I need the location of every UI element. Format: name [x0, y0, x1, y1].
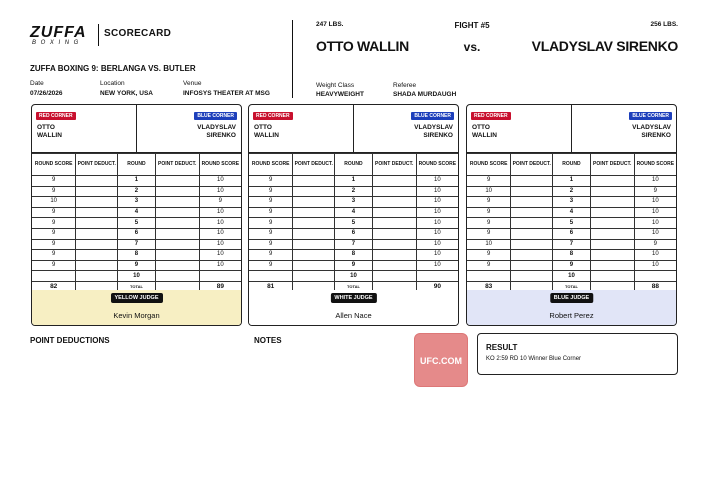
red-deduct-header: POINT DEDUCT. — [293, 154, 335, 176]
round-number: 2 — [118, 186, 156, 197]
blue-corner — [137, 105, 242, 153]
round-row — [32, 260, 241, 271]
blue-round-score — [634, 271, 676, 282]
red-fighter-first: OTTO — [472, 124, 490, 131]
blue-deduct-header: POINT DEDUCT. — [590, 154, 634, 176]
red-round-score: 9 — [249, 186, 293, 197]
red-point-deduct — [293, 218, 335, 229]
red-round-score: 9 — [467, 207, 511, 218]
corner-row — [32, 105, 241, 153]
judge-name: Allen Nace — [335, 311, 372, 320]
red-corner-tag: RED CORNER — [36, 112, 76, 120]
ufc-badge — [414, 333, 468, 387]
red-round-score: 9 — [32, 239, 76, 250]
red-fighter-last: WALLIN — [37, 132, 62, 139]
blue-fighter-name: VLADYSLAV SIRENKO — [531, 38, 678, 54]
red-point-deduct — [293, 207, 335, 218]
round-number: 7 — [118, 239, 156, 250]
red-fighter-last: WALLIN — [472, 132, 497, 139]
round-row — [467, 176, 676, 187]
blue-point-deduct — [372, 186, 416, 197]
red-fighter-first: OTTO — [254, 124, 272, 131]
blue-fighter-first: VLADYSLAV — [197, 124, 236, 131]
blue-round-score: 10 — [199, 260, 241, 271]
blue-total: 89 — [199, 281, 241, 292]
blue-round-score — [416, 271, 458, 282]
round-number: 5 — [335, 218, 373, 229]
round-number: 5 — [118, 218, 156, 229]
red-round-score: 9 — [32, 186, 76, 197]
blue-round-score: 10 — [199, 207, 241, 218]
round-row — [32, 271, 241, 282]
judge-badge: WHITE JUDGE — [330, 293, 376, 303]
point-deductions-heading: POINT DEDUCTIONS — [30, 336, 110, 345]
blue-point-deduct — [372, 250, 416, 261]
round-row — [467, 186, 676, 197]
blue-round-score: 9 — [199, 197, 241, 208]
red-total: 82 — [32, 281, 76, 292]
round-row — [249, 250, 458, 261]
round-row — [32, 207, 241, 218]
red-round-score: 9 — [249, 239, 293, 250]
blue-deduct-header: POINT DEDUCT. — [155, 154, 199, 176]
blue-point-deduct — [372, 260, 416, 271]
red-corner-fighter — [472, 124, 497, 140]
red-fighter-first: OTTO — [37, 124, 55, 131]
judge-card — [466, 104, 677, 326]
blue-round-score: 10 — [416, 239, 458, 250]
blue-point-deduct — [372, 207, 416, 218]
red-point-deduct — [76, 207, 118, 218]
blue-point-deduct — [155, 260, 199, 271]
weight-class-label: Weight Class — [316, 82, 355, 89]
red-round-score: 9 — [32, 228, 76, 239]
red-point-deduct — [76, 186, 118, 197]
red-point-deduct — [511, 228, 553, 239]
judge-card — [31, 104, 242, 326]
round-number: 1 — [335, 176, 373, 187]
score-header-row — [249, 154, 458, 176]
round-row — [467, 260, 676, 271]
red-point-deduct — [511, 176, 553, 187]
round-number: 9 — [118, 260, 156, 271]
header-divider — [292, 20, 293, 98]
blue-fighter-last: SIRENKO — [641, 132, 671, 139]
round-row — [467, 271, 676, 282]
red-point-deduct — [511, 218, 553, 229]
blue-round-score: 10 — [416, 218, 458, 229]
round-number: 4 — [335, 207, 373, 218]
red-deduct-header: POINT DEDUCT. — [76, 154, 118, 176]
score-header-row — [32, 154, 241, 176]
round-number: 6 — [553, 228, 591, 239]
blue-corner — [354, 105, 459, 153]
red-round-score: 10 — [467, 186, 511, 197]
weight-class-value: HEAVYWEIGHT — [316, 91, 364, 98]
date-value: 07/26/2026 — [30, 90, 63, 97]
red-point-deduct — [293, 260, 335, 271]
blue-round-score: 10 — [416, 250, 458, 261]
blue-round-score: 10 — [199, 218, 241, 229]
round-header: ROUND — [118, 154, 156, 176]
score-table — [249, 153, 458, 293]
blue-point-deduct — [372, 197, 416, 208]
round-row — [32, 250, 241, 261]
red-round-score: 9 — [249, 207, 293, 218]
blue-point-deduct — [155, 197, 199, 208]
result-box — [477, 333, 678, 375]
round-number: 9 — [553, 260, 591, 271]
red-round-score: 9 — [249, 260, 293, 271]
blue-fighter-last: SIRENKO — [423, 132, 453, 139]
round-number: 1 — [553, 176, 591, 187]
red-point-deduct — [511, 239, 553, 250]
blue-corner-tag: BLUE CORNER — [194, 112, 237, 120]
blue-fighter-last: SIRENKO — [206, 132, 236, 139]
red-weight: 247 LBS. — [316, 21, 344, 28]
judge-area — [32, 290, 241, 325]
round-row — [467, 228, 676, 239]
blue-point-deduct — [155, 207, 199, 218]
round-number: 4 — [553, 207, 591, 218]
red-round-score: 9 — [467, 228, 511, 239]
round-number: 2 — [335, 186, 373, 197]
red-corner — [32, 105, 137, 153]
round-header: ROUND — [553, 154, 591, 176]
blue-point-deduct — [590, 271, 634, 282]
referee-label: Referee — [393, 82, 417, 89]
red-round-score-header: ROUND SCORE — [249, 154, 293, 176]
judge-card — [248, 104, 459, 326]
red-point-deduct — [511, 271, 553, 282]
blue-point-deduct — [590, 228, 634, 239]
judge-badge: BLUE JUDGE — [550, 293, 593, 303]
red-round-score: 9 — [249, 228, 293, 239]
red-point-deduct — [293, 271, 335, 282]
red-round-score: 10 — [32, 197, 76, 208]
corner-row — [467, 105, 676, 153]
red-round-score: 9 — [32, 207, 76, 218]
red-point-deduct — [76, 218, 118, 229]
red-round-score: 9 — [467, 218, 511, 229]
round-number: 8 — [335, 250, 373, 261]
red-round-score: 9 — [249, 218, 293, 229]
red-round-score: 9 — [32, 176, 76, 187]
round-row — [32, 239, 241, 250]
doc-label: SCORECARD — [104, 28, 172, 39]
red-corner-fighter — [37, 124, 62, 140]
round-number: 6 — [118, 228, 156, 239]
round-row — [467, 239, 676, 250]
round-number: 10 — [553, 271, 591, 282]
blue-point-deduct — [590, 260, 634, 271]
red-round-score: 9 — [32, 250, 76, 261]
blue-fighter-first: VLADYSLAV — [414, 124, 453, 131]
blue-round-score: 10 — [634, 250, 676, 261]
red-point-deduct — [76, 228, 118, 239]
red-round-score-header: ROUND SCORE — [32, 154, 76, 176]
blue-total: 88 — [634, 281, 676, 292]
blue-point-deduct — [590, 186, 634, 197]
blue-round-score: 10 — [416, 186, 458, 197]
score-table — [32, 153, 241, 293]
blue-corner-tag: BLUE CORNER — [411, 112, 454, 120]
blue-round-score: 10 — [634, 197, 676, 208]
blue-round-score: 10 — [416, 207, 458, 218]
round-header: ROUND — [335, 154, 373, 176]
round-number: 8 — [553, 250, 591, 261]
red-corner — [249, 105, 354, 153]
blue-round-score: 10 — [416, 176, 458, 187]
red-corner — [467, 105, 572, 153]
red-corner-tag: RED CORNER — [471, 112, 511, 120]
round-row — [32, 218, 241, 229]
red-round-score: 9 — [249, 176, 293, 187]
red-deduct-header: POINT DEDUCT. — [511, 154, 553, 176]
red-point-deduct — [76, 271, 118, 282]
red-point-deduct — [293, 239, 335, 250]
round-row — [467, 207, 676, 218]
blue-round-score: 10 — [634, 218, 676, 229]
red-round-score: 10 — [467, 239, 511, 250]
red-round-score: 9 — [467, 197, 511, 208]
event-title: ZUFFA BOXING 9: BERLANGA VS. BUTLER — [30, 64, 196, 73]
blue-corner-fighter — [632, 124, 671, 140]
blue-point-deduct — [372, 218, 416, 229]
blue-fighter-first: VLADYSLAV — [632, 124, 671, 131]
round-row — [249, 239, 458, 250]
round-number: 3 — [553, 197, 591, 208]
round-number: 10 — [335, 271, 373, 282]
blue-round-score — [199, 271, 241, 282]
blue-round-score: 10 — [416, 260, 458, 271]
round-number: 2 — [553, 186, 591, 197]
blue-point-deduct — [155, 239, 199, 250]
red-round-score — [249, 271, 293, 282]
corner-row — [249, 105, 458, 153]
red-corner-tag: RED CORNER — [253, 112, 293, 120]
blue-weight: 256 LBS. — [650, 21, 678, 28]
round-number: 9 — [335, 260, 373, 271]
red-point-deduct — [76, 197, 118, 208]
blue-round-score: 10 — [634, 207, 676, 218]
red-point-deduct — [511, 250, 553, 261]
blue-point-deduct — [372, 239, 416, 250]
round-number: 8 — [118, 250, 156, 261]
round-number: 3 — [335, 197, 373, 208]
red-point-deduct — [293, 228, 335, 239]
zuffa-logo: ZUFFA — [30, 24, 87, 41]
blue-point-deduct — [590, 250, 634, 261]
blue-point-deduct — [590, 197, 634, 208]
notes-heading: NOTES — [254, 336, 282, 345]
total-label: TOTAL — [553, 281, 591, 292]
blue-point-deduct — [155, 228, 199, 239]
blue-round-score-header: ROUND SCORE — [199, 154, 241, 176]
red-round-score-header: ROUND SCORE — [467, 154, 511, 176]
round-number: 10 — [118, 271, 156, 282]
blue-round-score: 10 — [416, 228, 458, 239]
round-row — [249, 197, 458, 208]
blue-point-deduct — [155, 218, 199, 229]
round-row — [249, 218, 458, 229]
round-row — [467, 250, 676, 261]
red-point-deduct — [293, 197, 335, 208]
judge-name: Robert Perez — [549, 311, 594, 320]
red-point-deduct — [511, 197, 553, 208]
blue-point-deduct — [372, 271, 416, 282]
red-fighter-name: OTTO WALLIN — [316, 38, 409, 54]
round-number: 7 — [335, 239, 373, 250]
judge-area — [467, 290, 676, 325]
total-label: TOTAL — [335, 281, 373, 292]
blue-round-score: 9 — [634, 239, 676, 250]
blue-round-score: 10 — [634, 176, 676, 187]
red-round-score: 9 — [467, 260, 511, 271]
blue-point-deduct — [590, 239, 634, 250]
round-number: 3 — [118, 197, 156, 208]
score-header-row — [467, 154, 676, 176]
result-title: RESULT — [486, 343, 518, 352]
red-point-deduct — [293, 250, 335, 261]
red-round-score: 9 — [467, 176, 511, 187]
blue-point-deduct — [155, 176, 199, 187]
blue-round-score: 10 — [199, 186, 241, 197]
total-label: TOTAL — [118, 281, 156, 292]
blue-round-score: 10 — [199, 228, 241, 239]
blue-round-score: 10 — [634, 260, 676, 271]
blue-round-score: 9 — [634, 186, 676, 197]
blue-point-deduct — [155, 271, 199, 282]
red-point-deduct — [511, 260, 553, 271]
red-total: 81 — [249, 281, 293, 292]
round-row — [32, 186, 241, 197]
round-number: 5 — [553, 218, 591, 229]
round-row — [249, 260, 458, 271]
round-number: 1 — [118, 176, 156, 187]
blue-round-score: 10 — [199, 239, 241, 250]
referee-value: SHADA MURDAUGH — [393, 91, 457, 98]
round-row — [249, 176, 458, 187]
red-total: 83 — [467, 281, 511, 292]
ufc-badge-text: UFC.COM — [420, 356, 462, 366]
red-point-deduct — [293, 186, 335, 197]
blue-corner-fighter — [414, 124, 453, 140]
red-round-score: 9 — [32, 218, 76, 229]
round-row — [32, 197, 241, 208]
round-row — [249, 186, 458, 197]
blue-point-deduct — [155, 186, 199, 197]
blue-point-deduct — [590, 207, 634, 218]
venue-label: Venue — [183, 80, 202, 87]
blue-round-score: 10 — [634, 228, 676, 239]
blue-point-deduct — [372, 228, 416, 239]
red-point-deduct — [293, 176, 335, 187]
round-row — [249, 207, 458, 218]
round-number: 6 — [335, 228, 373, 239]
blue-corner-fighter — [197, 124, 236, 140]
date-label: Date — [30, 80, 44, 87]
blue-round-score: 10 — [199, 176, 241, 187]
location-label: Location — [100, 80, 125, 87]
vs-label: vs. — [463, 40, 481, 54]
round-row — [249, 228, 458, 239]
red-round-score: 9 — [32, 260, 76, 271]
logo-divider — [98, 24, 99, 46]
round-row — [467, 197, 676, 208]
blue-point-deduct — [372, 176, 416, 187]
blue-total: 90 — [416, 281, 458, 292]
red-point-deduct — [76, 176, 118, 187]
zuffa-logo-sub: BOXING — [32, 40, 83, 46]
score-table — [467, 153, 676, 293]
red-point-deduct — [76, 239, 118, 250]
round-number: 7 — [553, 239, 591, 250]
red-fighter-last: WALLIN — [254, 132, 279, 139]
red-round-score — [467, 271, 511, 282]
result-detail: KO 2:59 RD 10 Winner Blue Corner — [486, 356, 582, 362]
round-row — [32, 228, 241, 239]
red-round-score: 9 — [249, 250, 293, 261]
round-row — [249, 271, 458, 282]
blue-point-deduct — [155, 250, 199, 261]
red-round-score — [32, 271, 76, 282]
blue-round-score-header: ROUND SCORE — [416, 154, 458, 176]
blue-corner — [572, 105, 677, 153]
blue-round-score: 10 — [416, 197, 458, 208]
round-row — [32, 176, 241, 187]
red-point-deduct — [511, 186, 553, 197]
round-row — [467, 218, 676, 229]
location-value: NEW YORK, USA — [100, 90, 153, 97]
blue-deduct-header: POINT DEDUCT. — [372, 154, 416, 176]
round-number: 4 — [118, 207, 156, 218]
red-round-score: 9 — [249, 197, 293, 208]
red-corner-fighter — [254, 124, 279, 140]
judge-badge: YELLOW JUDGE — [110, 293, 162, 303]
blue-corner-tag: BLUE CORNER — [629, 112, 672, 120]
blue-round-score-header: ROUND SCORE — [634, 154, 676, 176]
red-point-deduct — [511, 207, 553, 218]
blue-round-score: 10 — [199, 250, 241, 261]
judge-area — [249, 290, 458, 325]
blue-point-deduct — [590, 176, 634, 187]
venue-value: INFOSYS THEATER AT MSG — [183, 90, 270, 97]
fight-number: FIGHT #5 — [454, 21, 490, 30]
blue-point-deduct — [590, 218, 634, 229]
red-point-deduct — [76, 250, 118, 261]
red-round-score: 9 — [467, 250, 511, 261]
judge-name: Kevin Morgan — [113, 311, 160, 320]
red-point-deduct — [76, 260, 118, 271]
